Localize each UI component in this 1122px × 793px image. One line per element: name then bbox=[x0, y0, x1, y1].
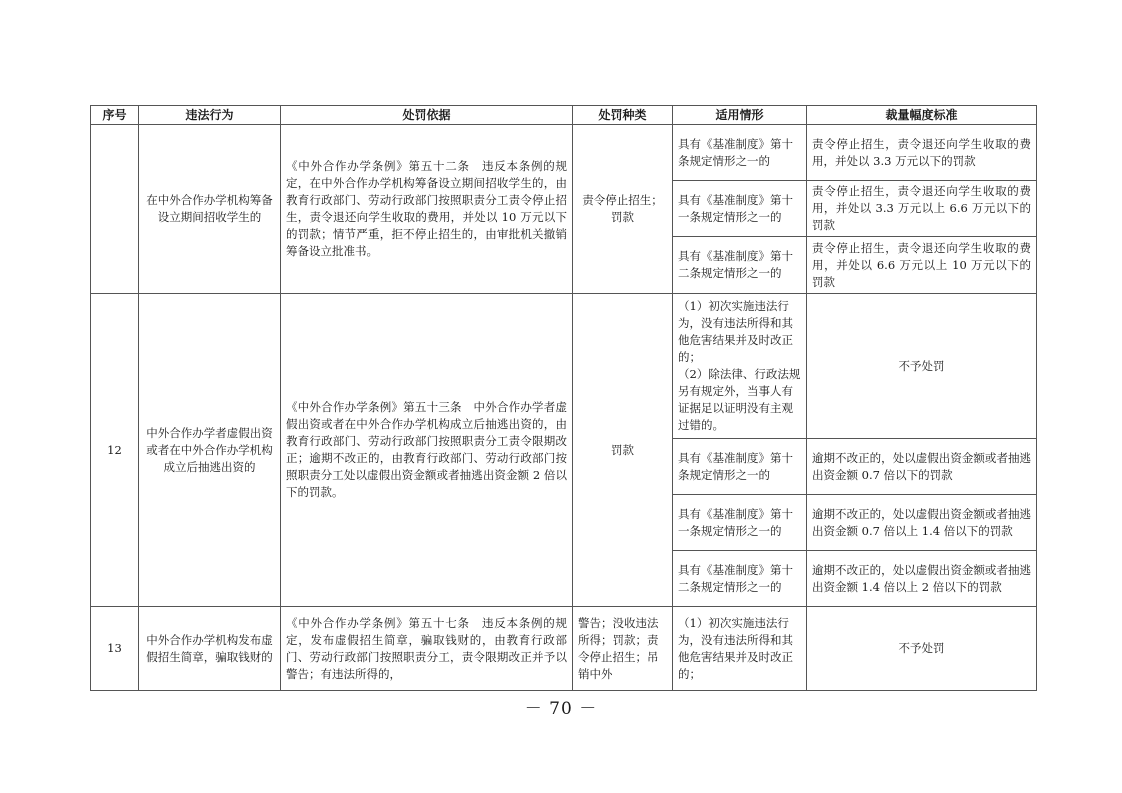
row-standard: 不予处罚 bbox=[807, 607, 1037, 691]
table-header-row bbox=[91, 106, 1037, 125]
row-standard: 不予处罚 bbox=[807, 294, 1037, 439]
row-situation: 具有《基准制度》第十一条规定情形之一的 bbox=[673, 181, 807, 237]
row-number bbox=[91, 125, 139, 294]
row-basis: 《中外合作办学条例》第五十三条 中外合作办学者虚假出资或者在中外合作办学机构成立后抽逃出资的，由教育行政部门、劳动行政部门按照职责分工责令限期改正；逾期不改正的，由教育行政部门、劳动行政部门按照职责分工处以虚假出资金额或者抽逃出资金额 2 倍以下的罚款。 bbox=[281, 294, 573, 607]
row-penalty-type: 责令停止招生；罚款 bbox=[573, 125, 673, 294]
header-number: 序号 bbox=[91, 106, 139, 125]
row-situation: 具有《基准制度》第十一条规定情形之一的 bbox=[673, 495, 807, 551]
row-violation: 中外合作办学者虚假出资或者在中外合作办学机构成立后抽逃出资的 bbox=[139, 294, 281, 607]
row-standard: 逾期不改正的，处以虚假出资金额或者抽逃出资金额 1.4 倍以上 2 倍以下的罚款 bbox=[807, 551, 1037, 607]
row-violation: 中外合作办学机构发布虚假招生简章，骗取钱财的 bbox=[139, 607, 281, 691]
penalty-discretion-table bbox=[90, 105, 1037, 691]
row-basis: 《中外合作办学条例》第五十七条 违反本条例的规定，发布虚假招生简章，骗取钱财的，由教育行政部门、劳动行政部门按照职责分工，责令限期改正并予以警告；有违法所得的， bbox=[281, 607, 573, 691]
row-situation: 具有《基准制度》第十二条规定情形之一的 bbox=[673, 551, 807, 607]
situation-item-2: （2）除法律、行政法规另有规定外，当事人有证据足以证明没有主观过错的。 bbox=[678, 367, 801, 432]
row-situation: 具有《基准制度》第十条规定情形之一的 bbox=[673, 439, 807, 495]
table-row bbox=[91, 125, 1037, 181]
header-violation: 违法行为 bbox=[139, 106, 281, 125]
header-penalty-type: 处罚种类 bbox=[573, 106, 673, 125]
row-number: 12 bbox=[91, 294, 139, 607]
row-situation: 具有《基准制度》第十二条规定情形之一的 bbox=[673, 237, 807, 294]
situation-item-1: （1）初次实施违法行为，没有违法所得和其他危害结果并及时改正的； bbox=[678, 299, 793, 364]
table-row bbox=[91, 294, 1037, 439]
row-standard: 责令停止招生，责令退还向学生收取的费用，并处以 6.6 万元以上 10 万元以下的罚款 bbox=[807, 237, 1037, 294]
row-basis: 《中外合作办学条例》第五十二条 违反本条例的规定，在中外合作办学机构筹备设立期间招收学生的，由教育行政部门、劳动行政部门按照职责分工责令停止招生，责令退还向学生收取的费用，并处以 10 万元以下的罚款；情节严重，拒不停止招生的，由审批机关撤销筹备设立批准书。 bbox=[281, 125, 573, 294]
header-basis: 处罚依据 bbox=[281, 106, 573, 125]
row-standard: 责令停止招生，责令退还向学生收取的费用，并处以 3.3 万元以上 6.6 万元以下的罚款 bbox=[807, 181, 1037, 237]
row-situation: （1）初次实施违法行为，没有违法所得和其他危害结果并及时改正的； bbox=[673, 607, 807, 691]
row-standard: 逾期不改正的，处以虚假出资金额或者抽逃出资金额 0.7 倍以上 1.4 倍以下的罚款 bbox=[807, 495, 1037, 551]
row-violation: 在中外合作办学机构筹备设立期间招收学生的 bbox=[139, 125, 281, 294]
row-standard: 逾期不改正的，处以虚假出资金额或者抽逃出资金额 0.7 倍以下的罚款 bbox=[807, 439, 1037, 495]
table-row bbox=[91, 607, 1037, 691]
row-penalty-type: 警告；没收违法所得；罚款；责令停止招生；吊销中外 bbox=[573, 607, 673, 691]
row-penalty-type: 罚款 bbox=[573, 294, 673, 607]
page-number: － 70 － bbox=[524, 699, 598, 719]
row-standard: 责令停止招生，责令退还向学生收取的费用，并处以 3.3 万元以下的罚款 bbox=[807, 125, 1037, 181]
row-situation: 具有《基准制度》第十条规定情形之一的 bbox=[673, 125, 807, 181]
row-number: 13 bbox=[91, 607, 139, 691]
row-situation bbox=[673, 294, 807, 439]
header-situation: 适用情形 bbox=[673, 106, 807, 125]
header-standard: 裁量幅度标准 bbox=[807, 106, 1037, 125]
